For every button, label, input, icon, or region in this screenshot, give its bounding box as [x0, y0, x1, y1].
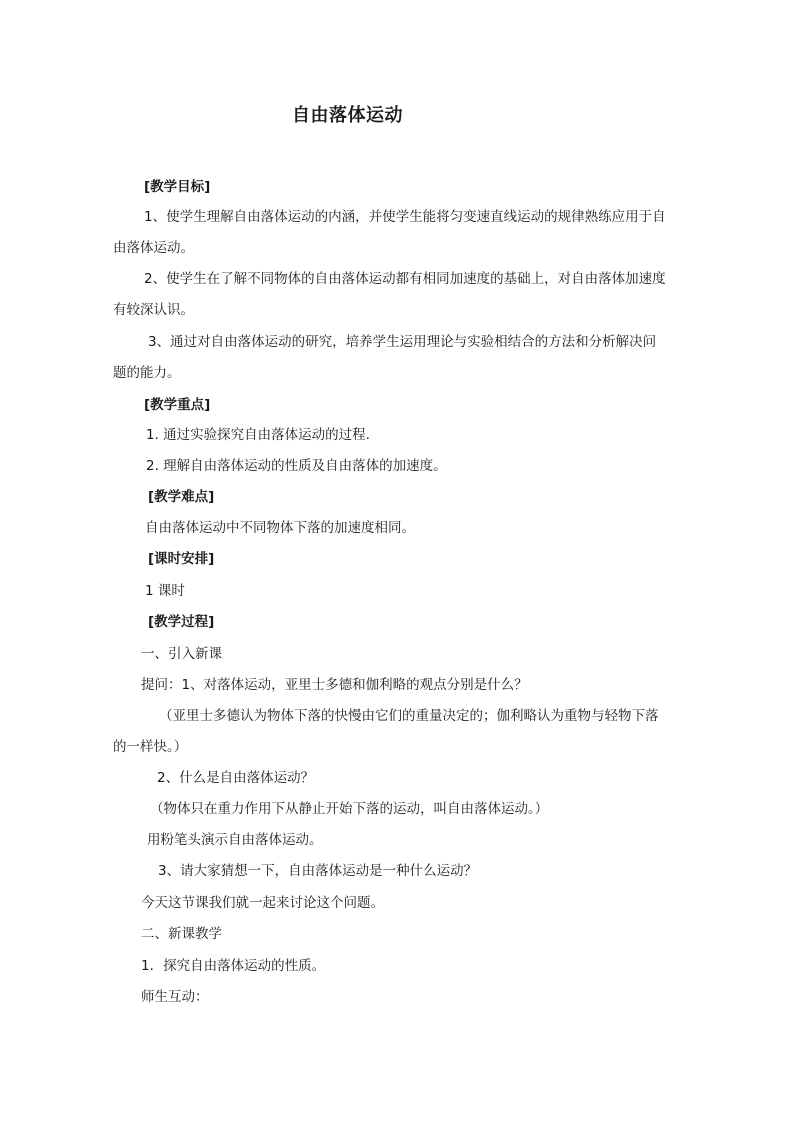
paragraph-line: 自由落体运动中不同物体下落的加速度相同。: [145, 520, 415, 536]
page-title: 自由落体运动: [292, 105, 403, 126]
paragraph-line: 3、通过对自由落体运动的研究，培养学生运用理论与实验相结合的方法和分析解决问: [148, 334, 657, 350]
paragraph-line: 二、新课教学: [141, 926, 222, 942]
paragraph-line: 有较深认识。: [113, 302, 194, 318]
paragraph-line: （物体只在重力作用下从静止开始下落的运动，叫自由落体运动。）: [150, 801, 549, 817]
section-heading-schedule: [课时安排]: [148, 551, 215, 567]
paragraph-line: 的一样快。）: [113, 739, 188, 755]
paragraph-line: 提问：1、对落体运动，亚里士多德和伽利略的观点分别是什么？: [141, 677, 528, 693]
paragraph-line: 一、引入新课: [141, 646, 222, 662]
section-heading-teaching-process: [教学过程]: [148, 614, 215, 630]
paragraph-line: 1 课时: [145, 583, 185, 599]
section-heading-teaching-difficulty: [教学难点]: [148, 489, 215, 505]
paragraph-line: 2、什么是自由落体运动？: [157, 770, 315, 786]
list-item: 1. 通过实验探究自由落体运动的过程.: [146, 427, 370, 443]
paragraph-line: 1．探究自由落体运动的性质。: [141, 958, 326, 974]
paragraph-line: 3、请大家猜想一下，自由落体运动是一种什么运动？: [158, 863, 478, 879]
paragraph-line: （亚里士多德认为物体下落的快慢由它们的重量决定的；伽利略认为重物与轻物下落: [159, 708, 659, 724]
section-heading-teaching-goals: [教学目标]: [144, 179, 211, 195]
paragraph-line: 由落体运动。: [113, 240, 194, 256]
paragraph-line: 2、使学生在了解不同物体的自由落体运动都有相同加速度的基础上，对自由落体加速度: [144, 271, 666, 287]
list-item: 2. 理解自由落体运动的性质及自由落体的加速度。: [146, 458, 447, 474]
section-heading-teaching-focus: [教学重点]: [144, 397, 211, 413]
paragraph-line: 师生互动：: [141, 989, 209, 1005]
paragraph-line: 用粉笔头演示自由落体运动。: [147, 832, 323, 848]
paragraph-line: 题的能力。: [113, 365, 181, 381]
paragraph-line: 1、使学生理解自由落体运动的内涵，并使学生能将匀变速直线运动的规律熟练应用于自: [144, 209, 666, 225]
paragraph-line: 今天这节课我们就一起来讨论这个问题。: [141, 895, 384, 911]
